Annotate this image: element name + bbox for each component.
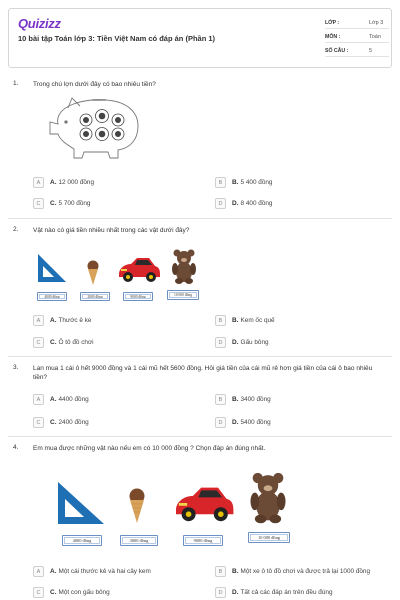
option-letter: D: [215, 337, 226, 348]
option-text: 8 400 đồng: [240, 200, 273, 207]
option-text: Gấu bông: [240, 339, 269, 346]
price-tag-toy-car: 9000 đồng: [183, 535, 223, 546]
set-square-icon: [36, 252, 68, 284]
option-a[interactable]: A A. Một cái thước kẻ và hai cây kem: [33, 566, 151, 577]
option-d[interactable]: D D. 5400 đồng: [215, 417, 271, 428]
option-letter: C: [33, 417, 44, 428]
option-b[interactable]: B B. 3400 đồng: [215, 394, 271, 405]
option-c[interactable]: C C. 2400 đồng: [33, 417, 89, 428]
quizizz-logo: Quizizz: [18, 16, 61, 31]
toy-car-icon: [172, 482, 236, 524]
option-text: Ô tô đồ chơi: [58, 339, 94, 346]
question-number: 4.: [13, 444, 19, 451]
option-b[interactable]: B B. Kem ốc quế: [215, 315, 275, 326]
question-text: Lan mua 1 cái ô hết 9000 đồng và 1 cái mũ hết 5600 đồng. Hỏi giá tiền của cái mũ rẻ hơn giá tiền của cái ô bao nhiêu tiền?: [33, 365, 373, 381]
option-text: 5 700 đồng: [58, 200, 91, 207]
option-letter: A: [33, 315, 44, 326]
option-text: 3400 đồng: [240, 396, 271, 403]
meta-subject: MÔN : Toán: [325, 29, 389, 43]
price-tag-teddy-bear: 10 000 đồng: [248, 532, 290, 543]
piggy-bank-icon: [44, 94, 146, 162]
question-number: 2.: [13, 226, 19, 233]
option-text: 4400 đồng: [58, 396, 89, 403]
option-text: Một con gấu bông: [58, 589, 110, 596]
price-tag-teddy-bear: 10 000 đồng: [167, 290, 199, 300]
option-c[interactable]: C C. 5 700 đồng: [33, 198, 91, 209]
ice-cream-icon: [128, 488, 146, 524]
option-letter: C: [33, 198, 44, 209]
option-letter: B: [215, 566, 226, 577]
question-text: Vật nào có giá tiền nhiều nhất trong các vật dưới đây?: [33, 227, 190, 234]
option-letter: D: [215, 587, 226, 598]
set-square-icon: [56, 480, 106, 526]
option-text: 12 000 đồng: [58, 179, 95, 186]
question-number: 3.: [13, 364, 19, 371]
teddy-bear-icon: [171, 248, 197, 284]
question-number: 1.: [13, 80, 19, 87]
option-text: 5400 đồng: [240, 419, 271, 426]
option-text: 2400 đồng: [58, 419, 89, 426]
meta-class: LỚP : Lớp 3: [325, 15, 389, 29]
option-letter: D: [215, 198, 226, 209]
price-tag-set-square: 4000 đồng: [62, 535, 102, 546]
divider: [8, 436, 392, 437]
price-tag-ice-cream: 2000 đồng: [80, 292, 110, 301]
option-b[interactable]: B B. 5 400 đồng: [215, 177, 273, 188]
option-a[interactable]: A A. Thước ê ke: [33, 315, 91, 326]
option-d[interactable]: D D. Tất cả các đáp án trên đều đúng: [215, 587, 333, 598]
option-letter: C: [33, 587, 44, 598]
option-c[interactable]: C C. Ô tô đồ chơi: [33, 337, 94, 348]
option-a[interactable]: A A. 12 000 đồng: [33, 177, 94, 188]
question-text: Trong chú lợn dưới đây có bao nhiêu tiền?: [33, 81, 156, 88]
option-letter: D: [215, 417, 226, 428]
option-letter: B: [215, 394, 226, 405]
option-b[interactable]: B B. Một xe ô tô đồ chơi và được trả lại 1000 đồng: [215, 566, 370, 577]
divider: [8, 218, 392, 219]
question-text: Em mua được những vật nào nếu em có 10 000 đồng ? Chọn đáp án đúng nhất.: [33, 445, 266, 452]
option-text: 5 400 đồng: [240, 179, 273, 186]
option-a[interactable]: A A. 4400 đồng: [33, 394, 89, 405]
option-text: Một cái thước kẻ và hai cây kem: [58, 568, 151, 575]
price-tag-toy-car: 9000 đồng: [123, 292, 153, 301]
worksheet-meta: [325, 15, 389, 57]
ice-cream-icon: [86, 260, 100, 286]
price-tag-ice-cream: 3000 đồng: [120, 535, 158, 546]
option-letter: B: [215, 315, 226, 326]
option-letter: A: [33, 566, 44, 577]
price-tag-set-square: 4000 đồng: [37, 292, 67, 301]
option-text: Kem ốc quế: [240, 317, 275, 324]
option-text: Một xe ô tô đồ chơi và được trả lại 1000 đồng: [240, 568, 371, 575]
worksheet-header: [8, 8, 392, 68]
option-letter: A: [33, 177, 44, 188]
option-letter: B: [215, 177, 226, 188]
worksheet-title: 10 bài tập Toán lớp 3: Tiền Việt Nam có đáp án (Phần 1): [18, 34, 216, 43]
meta-question-count: SỐ CÂU : 5: [325, 43, 389, 57]
option-letter: A: [33, 394, 44, 405]
option-letter: C: [33, 337, 44, 348]
option-d[interactable]: D D. 8 400 đồng: [215, 198, 273, 209]
toy-car-icon: [117, 254, 161, 284]
option-d[interactable]: D D. Gấu bông: [215, 337, 269, 348]
option-text: Tất cả các đáp án trên đều đúng: [240, 589, 333, 596]
option-text: Thước ê ke: [58, 317, 92, 324]
teddy-bear-icon: [249, 470, 287, 524]
divider: [8, 356, 392, 357]
option-c[interactable]: C C. Một con gấu bông: [33, 587, 110, 598]
